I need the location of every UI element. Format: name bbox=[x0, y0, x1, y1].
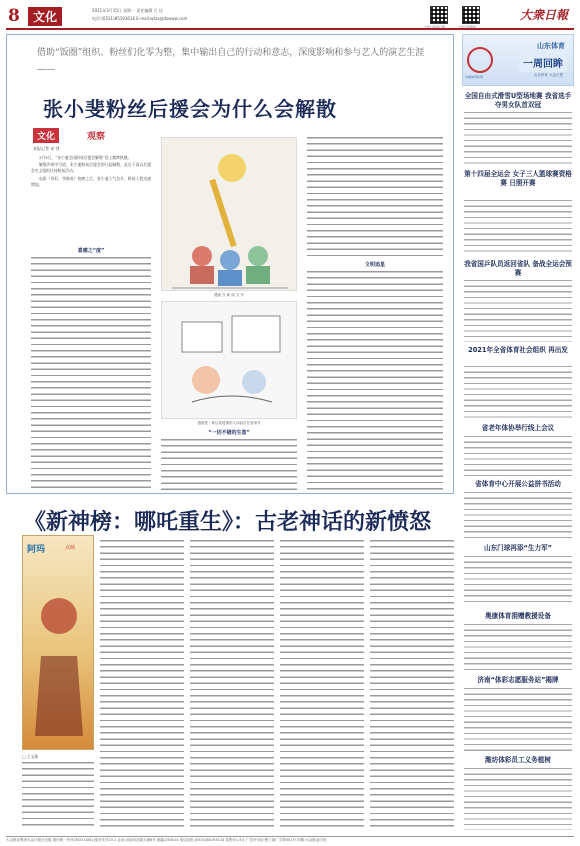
sports-promo-banner bbox=[462, 34, 574, 86]
article-body-column bbox=[31, 155, 151, 245]
article-lead: 借助“饭圈”组织、粉丝们化零为整，集中输出自己的行动和意志，深度影响和参与艺人的演艺生涯—— bbox=[37, 48, 425, 75]
article-body-column bbox=[280, 540, 364, 830]
body-paragraph: 3月8日，“张小斐全国粉丝后援会解散”登上微博热搜。 bbox=[39, 155, 132, 160]
news-item-body bbox=[464, 366, 572, 420]
news-item-headline: 省老年体协举行线上会议 bbox=[481, 424, 555, 432]
qr-code-icon bbox=[462, 6, 480, 24]
article-illustration bbox=[161, 137, 297, 291]
news-item-headline: 济南“体彩志愿服务站”揭牌 bbox=[477, 676, 559, 684]
poster-tag: 点映 bbox=[65, 545, 76, 551]
page-footer: 大众报业集团大众日报社出版 国内统一刊号CN37-0001 邮发代号23-1 社址:济南市泺源大街6号 邮编:250014 电话总机:(0531)85193114 零售价1.5元 广告许可证:鲁工商广字第001号 印刷:大众报业印务 bbox=[6, 836, 574, 843]
column-badge-sub: 观察 bbox=[87, 132, 106, 142]
promo-title: 一周回眸 bbox=[519, 53, 567, 72]
qr-caption-2: 大众日报微信 bbox=[458, 25, 477, 29]
illustration-caption: 漫画 吕 新 周 文 作 bbox=[213, 293, 245, 297]
news-item-headline: 潍坊体彩员工义务植树 bbox=[485, 756, 551, 764]
page-number: 8 bbox=[8, 6, 20, 26]
promo-subtitle: 山东体育 大众日报 bbox=[533, 73, 563, 77]
news-item-body bbox=[464, 768, 572, 830]
main-article bbox=[6, 34, 454, 494]
column-badge: 文化 bbox=[33, 128, 59, 143]
news-item-headline: 省体育中心开展公益拼书活动 bbox=[475, 480, 561, 488]
news-item-headline: 奥康体育捐赠教援设备 bbox=[485, 612, 551, 620]
section-label: 文化 bbox=[28, 7, 62, 26]
film-poster bbox=[22, 535, 94, 750]
news-item-headline: 我省国乒队员返回省队 备战全运会预赛 bbox=[464, 260, 572, 277]
header-date-editor: 2021年3月15日 星期一 责任编辑 吕 佳 bbox=[92, 8, 163, 13]
article-body-column bbox=[100, 540, 184, 830]
lottery-logo-icon bbox=[467, 47, 493, 73]
news-item-body bbox=[464, 436, 572, 476]
news-item-body bbox=[464, 556, 572, 606]
news-item-headline: 山东门球再添“生力军” bbox=[483, 544, 552, 552]
sports-sidebar bbox=[462, 34, 574, 830]
section-subhead: 喜感之“度” bbox=[77, 248, 105, 254]
news-item-body bbox=[464, 492, 572, 540]
newspaper-logo: 大衆日報 bbox=[520, 8, 569, 22]
page-header bbox=[6, 4, 574, 30]
article-body-column bbox=[31, 257, 151, 491]
news-item-body bbox=[464, 200, 572, 256]
article-body-column bbox=[307, 271, 443, 491]
illustration-caption: 漫画是一种目成便重的人向而自在表串开 bbox=[197, 421, 261, 425]
news-item-headline: 2021年全省体育社会组织 再出发 bbox=[468, 346, 568, 354]
news-item-headline: 第十四届全运会 女子三人篮球赛资格赛 日照开赛 bbox=[464, 170, 572, 187]
header-contact: 电话:(0531)85193616 E-mail:wtzx@dzwww.com bbox=[92, 16, 188, 21]
poster-title: 阿玛 bbox=[27, 545, 46, 555]
qr-code-icon bbox=[430, 6, 448, 24]
promo-tag: 山东体育 bbox=[537, 42, 565, 50]
article-byline: 本报记者 宋 弢 bbox=[33, 146, 60, 151]
qr-caption-1: 大众日报客户端 bbox=[424, 25, 446, 29]
article-body-column bbox=[307, 137, 443, 257]
body-paragraph: 解散声明中写道，张小斐粉丝后援会即日起解散，此后不再以后援会名义组织任何粉丝活动。 bbox=[31, 162, 151, 174]
body-paragraph: 电影《你好，李焕英》热映之后，张小斐人气急升，粉丝人数迅速增加。 bbox=[31, 175, 151, 187]
pull-quote: “一切不错的生意” bbox=[208, 430, 250, 436]
article-headline: 张小斐粉丝后援会为什么会解散 bbox=[43, 97, 337, 121]
news-item-body bbox=[464, 624, 572, 672]
article-body-column bbox=[22, 762, 94, 830]
article-body-column bbox=[161, 439, 297, 491]
article-body-column bbox=[370, 540, 454, 830]
news-item-headline: 全国自由式滑雪U型场地赛 我省选手夺男女队首双冠 bbox=[464, 92, 572, 109]
bottom-byline: □ 王宝珠 bbox=[22, 754, 39, 759]
news-item-body bbox=[464, 688, 572, 752]
news-item-body bbox=[464, 112, 572, 166]
section-subhead: 文明追星 bbox=[364, 262, 385, 268]
bottom-article-headline: 《新神榜：哪吒重生》：古老神话的新愤怒 bbox=[24, 510, 432, 535]
article-illustration bbox=[161, 301, 297, 419]
article-body-column bbox=[190, 540, 274, 830]
promo-logo-caption: 中国体育彩票 bbox=[465, 75, 484, 79]
news-item-body bbox=[464, 280, 572, 342]
